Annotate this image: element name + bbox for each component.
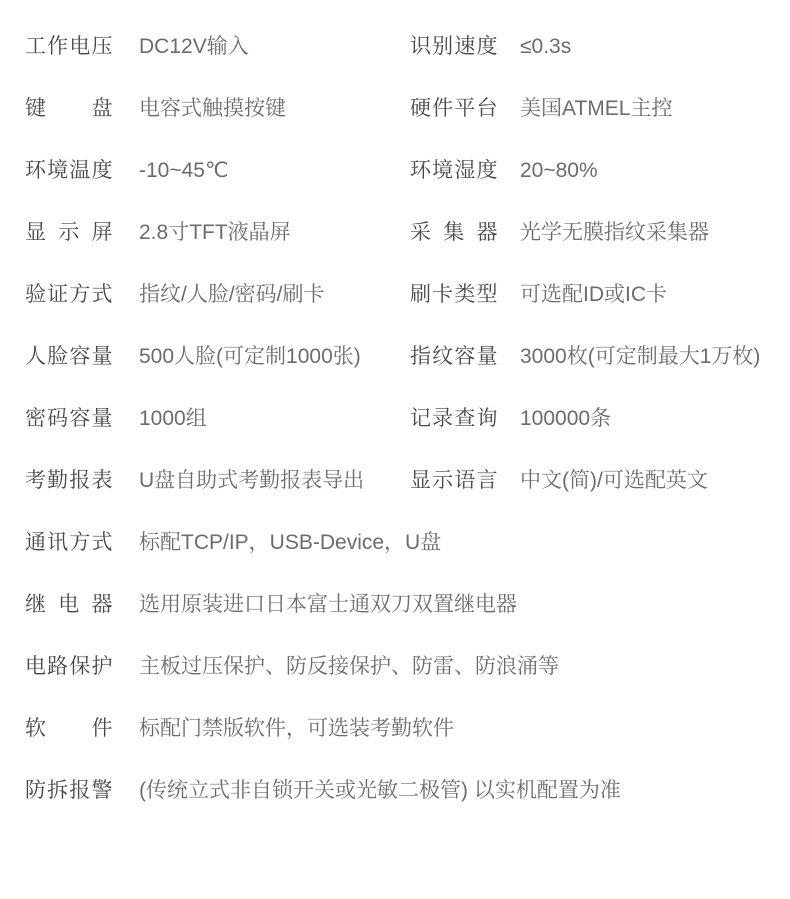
spec-row: [0, 138, 790, 200]
spec-cell-verification-methods: [25, 278, 410, 308]
spec-row: [0, 572, 790, 634]
spec-label-display-screen: 显示屏: [25, 221, 113, 244]
spec-value-circuit-protection: 主板过压保护、防反接保护、防雷、防浪涌等: [139, 655, 559, 678]
spec-cell-record-capacity: [410, 402, 611, 432]
spec-label-communication: 通讯方式: [25, 531, 113, 554]
spec-cell-face-capacity: [25, 340, 410, 370]
spec-row: [0, 324, 790, 386]
spec-cell-password-capacity: [25, 402, 410, 432]
spec-row: [0, 262, 790, 324]
spec-cell-relay: [25, 588, 517, 618]
spec-value-keypad: 电容式触摸按键: [139, 97, 286, 120]
spec-row: [0, 634, 790, 696]
spec-row: [0, 200, 790, 262]
spec-value-attendance-report: U盘自助式考勤报表导出: [139, 469, 365, 492]
spec-value-fingerprint-sensor: 光学无膜指纹采集器: [520, 221, 709, 244]
spec-label-fingerprint-capacity: 指纹容量: [410, 345, 498, 368]
spec-value-fingerprint-capacity: 3000枚(可定制最大1万枚): [520, 345, 761, 368]
spec-label-software: 软件: [25, 717, 113, 740]
spec-value-face-capacity: 500人脸(可定制1000张): [139, 345, 361, 368]
spec-label-hardware-platform: 硬件平台: [410, 97, 498, 120]
spec-label-verification-methods: 验证方式: [25, 283, 113, 306]
spec-label-face-capacity: 人脸容量: [25, 345, 113, 368]
spec-cell-display-screen: [25, 216, 410, 246]
spec-value-verification-methods: 指纹/人脸/密码/刷卡: [139, 283, 325, 306]
spec-row: [0, 696, 790, 758]
spec-label-operating-humidity: 环境湿度: [410, 159, 498, 182]
spec-value-record-capacity: 100000条: [520, 407, 612, 430]
spec-label-password-capacity: 密码容量: [25, 407, 113, 430]
spec-label-record-capacity: 记录查询: [410, 407, 498, 430]
spec-cell-hardware-platform: [410, 92, 672, 122]
spec-cell-card-type: [410, 278, 667, 308]
spec-cell-fingerprint-capacity: [410, 340, 760, 370]
spec-value-password-capacity: 1000组: [139, 407, 207, 430]
spec-value-working-voltage: DC12V输入: [139, 35, 249, 58]
spec-cell-keypad: [25, 92, 410, 122]
spec-row: [0, 758, 790, 820]
spec-value-operating-temperature: -10~45℃: [139, 159, 229, 182]
spec-row: [0, 510, 790, 572]
spec-cell-operating-humidity: [410, 154, 598, 184]
spec-value-hardware-platform: 美国ATMEL主控: [520, 97, 673, 120]
spec-value-display-screen: 2.8寸TFT液晶屏: [139, 221, 291, 244]
spec-label-display-language: 显示语言: [410, 469, 498, 492]
spec-cell-attendance-report: [25, 464, 410, 494]
spec-label-attendance-report: 考勤报表: [25, 469, 113, 492]
spec-cell-fingerprint-sensor: [410, 216, 709, 246]
spec-label-tamper-alarm: 防拆报警: [25, 779, 113, 802]
spec-cell-circuit-protection: [25, 650, 559, 680]
spec-label-card-type: 刷卡类型: [410, 283, 498, 306]
spec-value-recognition-speed: ≤0.3s: [520, 35, 572, 58]
spec-row: [0, 386, 790, 448]
spec-label-relay: 继电器: [25, 593, 113, 616]
spec-label-keypad: 键盘: [25, 97, 113, 120]
spec-value-communication: 标配TCP/IP，USB-Device，U盘: [139, 531, 442, 554]
spec-row: [0, 448, 790, 510]
spec-value-operating-humidity: 20~80%: [520, 159, 598, 182]
spec-value-display-language: 中文(简)/可选配英文: [520, 469, 708, 492]
spec-cell-tamper-alarm: [25, 774, 621, 804]
spec-cell-working-voltage: [25, 30, 410, 60]
spec-cell-recognition-speed: [410, 30, 571, 60]
spec-cell-communication: [25, 526, 441, 556]
spec-label-circuit-protection: 电路保护: [25, 655, 113, 678]
spec-value-tamper-alarm: (传统立式非自锁开关或光敏二极管) 以实机配置为准: [139, 779, 621, 802]
spec-value-relay: 选用原装进口日本富士通双刀双置继电器: [139, 593, 517, 616]
spec-value-software: 标配门禁版软件，可选装考勤软件: [139, 717, 454, 740]
spec-cell-operating-temperature: [25, 154, 410, 184]
spec-label-recognition-speed: 识别速度: [410, 35, 498, 58]
spec-value-card-type: 可选配ID或IC卡: [520, 283, 667, 306]
spec-label-fingerprint-sensor: 采集器: [410, 221, 498, 244]
spec-row: [0, 76, 790, 138]
spec-cell-display-language: [410, 464, 708, 494]
spec-label-working-voltage: 工作电压: [25, 35, 113, 58]
spec-cell-software: [25, 712, 454, 742]
spec-row: [0, 14, 790, 76]
spec-label-operating-temperature: 环境温度: [25, 159, 113, 182]
